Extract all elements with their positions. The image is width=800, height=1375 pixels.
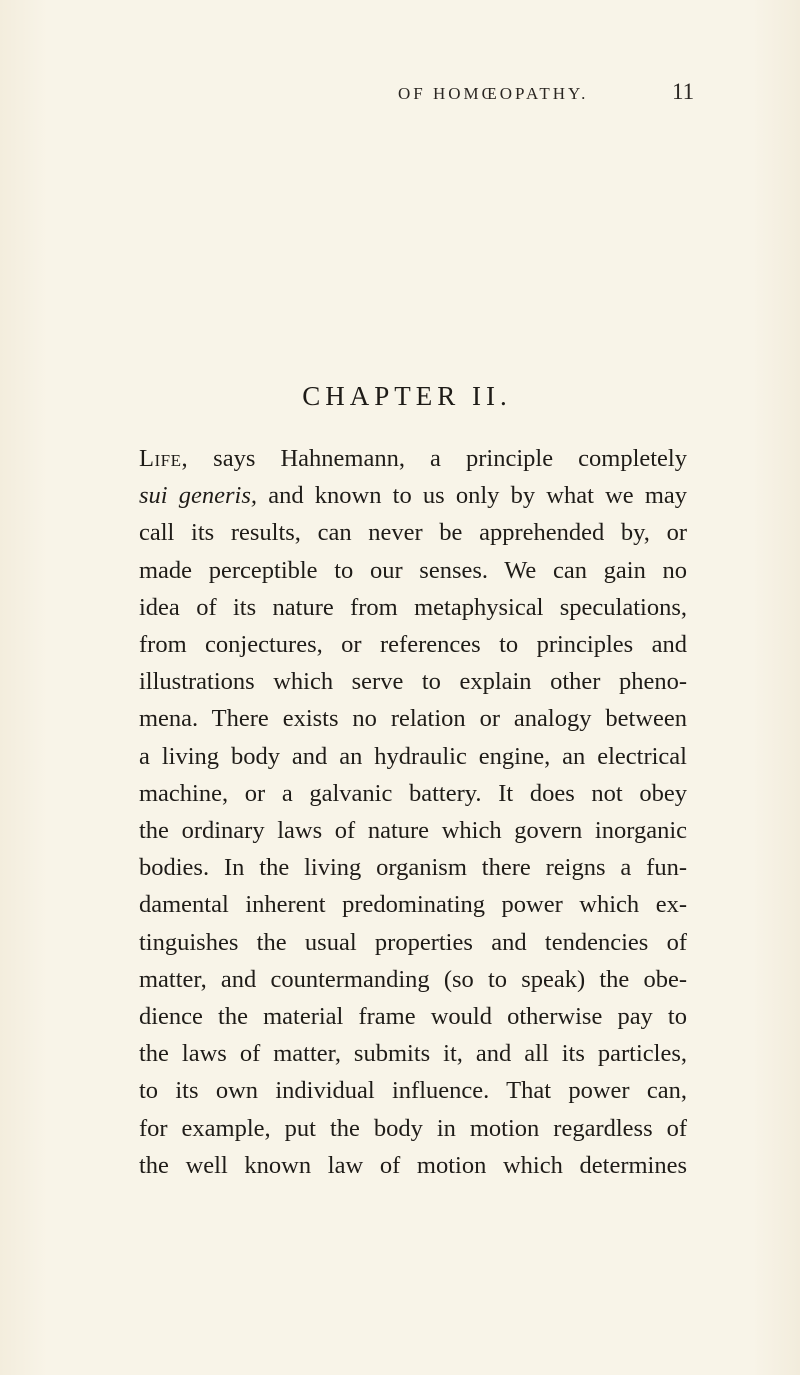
- text-line: for example, put the body in motion regardless of: [139, 1114, 687, 1142]
- text-line-2: [139, 477, 687, 514]
- text-line: a living body and an hydraulic engine, an electrical: [139, 742, 687, 770]
- italic-phrase: sui generis,: [139, 482, 258, 510]
- text-line: idea of its nature from metaphysical speculations,: [139, 593, 687, 621]
- second-line-rest: and known to us only by what we may: [257, 482, 687, 510]
- page-number: 11: [672, 79, 695, 104]
- text-line: bodies. In the living organism there reigns a fun-: [139, 854, 687, 882]
- text-line-1: [139, 440, 687, 477]
- text-line: machine, or a galvanic battery. It does not obey: [139, 779, 687, 807]
- first-line-rest: says Hahnemann, a principle completely: [188, 445, 687, 472]
- text-line: dience the material frame would otherwise pay to: [139, 1003, 687, 1031]
- text-line: from conjectures, or references to principles and: [139, 631, 687, 659]
- text-line: the well known law of motion which determines: [139, 1151, 687, 1179]
- running-head-title: OF HOMŒOPATHY.: [398, 84, 589, 103]
- text-line: the ordinary laws of nature which govern inorganic: [139, 817, 687, 845]
- text-line: call its results, can never be apprehended by, or: [139, 519, 687, 547]
- text-line: the laws of matter, submits it, and all its particles,: [139, 1040, 687, 1068]
- running-head: [0, 79, 800, 114]
- text-line: tinguishes the usual properties and tendencies of: [139, 928, 687, 956]
- text-line: damental inherent predominating power which ex-: [139, 891, 687, 919]
- body-paragraph: [139, 440, 687, 1184]
- text-line: matter, and countermanding (so to speak) the obe-: [139, 965, 687, 993]
- opening-word: Life,: [139, 445, 189, 472]
- text-line: made perceptible to our senses. We can gain no: [139, 556, 687, 584]
- text-line: illustrations which serve to explain other pheno-: [139, 668, 687, 696]
- chapter-heading: CHAPTER II.: [302, 381, 512, 411]
- text-line: to its own individual influence. That power can,: [139, 1077, 687, 1105]
- text-line: mena. There exists no relation or analogy between: [139, 705, 687, 733]
